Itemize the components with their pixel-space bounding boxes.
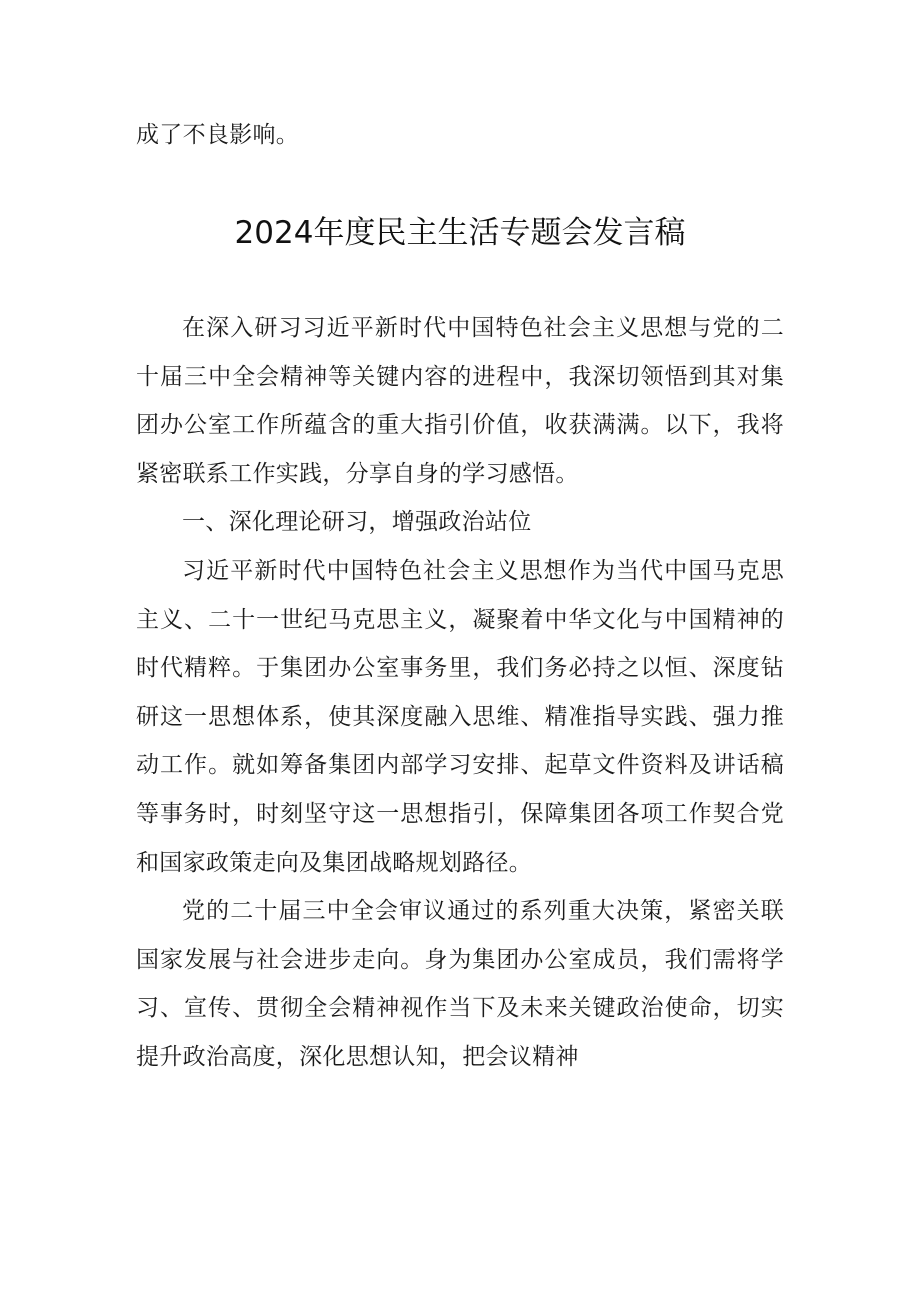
document-body (136, 304, 784, 1082)
document-title: 2024年度民主生活专题会发言稿 (234, 215, 686, 251)
paragraph-plenary: 党的二十届三中全会审议通过的系列重大决策，紧密关联国家发展与社会进步走向。身为集团办公室成员，我们需将学习、宣传、贯彻全会精神视作当下及未来关键政治使命，切实提升政治高度，深化思想认知，把会议精神 (136, 898, 784, 1070)
section-heading: 一、深化理论研习，增强政治站位 (182, 509, 532, 536)
paragraph-theory: 习近平新时代中国特色社会主义思想作为当代中国马克思主义、二十一世纪马克思主义，凝聚着中华文化与中国精神的时代精粹。于集团办公室事务里，我们务必持之以恒、深度钻研这一思想体系，使其深度融入思维、精准指导实践、强力推动工作。就如筹备集团内部学习安排、起草文件资料及讲话稿等事务时，时刻坚守这一思想指引，保障集团各项工作契合党和国家政策走向及集团战略规划路径。 (136, 557, 784, 876)
continuation-text: 成了不良影响。 (136, 122, 300, 148)
paragraph-intro: 在深入研习习近平新时代中国特色社会主义思想与党的二十届三中全会精神等关键内容的进程中，我深切领悟到其对集团办公室工作所蕴含的重大指引价值，收获满满。以下，我将紧密联系工作实践，分享自身的学习感悟。 (136, 315, 784, 487)
